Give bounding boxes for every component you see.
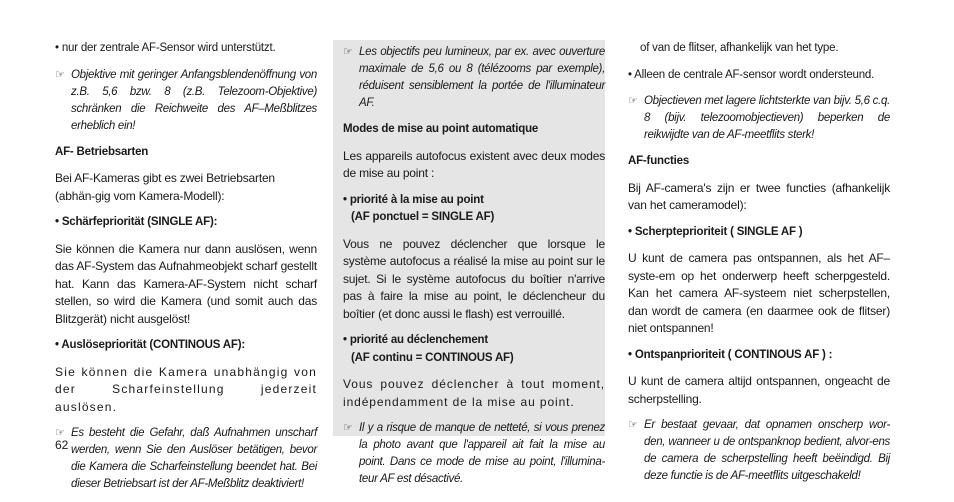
heading-continous-af: • Ontspanprioriteit ( CONTINOUS AF ) : [628, 348, 833, 361]
text-continous-af: U kunt de camera altijd ontspannen, ongeacht de scherpstelling. [628, 374, 890, 406]
text-single-af: U kunt de camera pas ontspannen, als het AF–syste-em op het onderwerp heeft scherpgesteld. Kan het camera AF-systeem niet scherpstellen, dan wordt de camera (en daarmee ook de flitser) niet ontspannen! [628, 251, 890, 335]
bullet-af-sensor: • nur der zentrale AF-Sensor wird unterstützt. [55, 42, 276, 54]
heading-continous-af: • Auslösepriorität (CONTINOUS AF): [55, 339, 245, 351]
pointing-hand-icon: ☞ [628, 419, 638, 431]
pointing-hand-icon: ☞ [55, 427, 65, 439]
note-risk [55, 425, 317, 493]
heading-continous-af: • priorité au déclenchement [343, 334, 488, 346]
intro-text: Les appareils autofocus existent avec deux modes de mise au point : [343, 148, 605, 180]
note-objectives-text: Les objectifs peu lumineux, par ex. avec ouverture maximale de 5,6 ou 8 (télézooms par exemple), réduisent sensiblement la portée de l'illuminateur AF. [359, 46, 605, 109]
pointing-hand-icon: ☞ [343, 422, 353, 434]
column-dutch [628, 40, 890, 494]
note-risk-text: Il y a risque de manque de netteté, si vous prenez la photo avant que l'appareil ait fait la mise au point. Dans ce mode de mise au point, l'illumina-teur AF est désactivé. [359, 422, 605, 485]
intro-text: Bei AF-Kameras gibt es zwei Betriebsarten (abhän-gig vom Kamera-Modell): [55, 171, 275, 203]
heading-continous-af-sub: (AF continu = CONTINOUS AF) [351, 351, 514, 364]
heading-af-modes: AF- Betriebsarten [55, 145, 149, 158]
page-number: 62 [55, 438, 69, 452]
continued-text: of van de flitser, afhankelijk van het type. [640, 42, 839, 54]
column-german [55, 40, 317, 502]
heading-single-af: • Schärfepriorität (SINGLE AF): [55, 216, 218, 228]
text-single-af: Vous ne pouvez déclencher que lorsque le système autofocus a réalisé la mise au point sur le sujet. Si le système autofocus du boîtier n'arrive pas à faire la mise au point, le déclencheur du boîtier (et donc aussi le flash) est verrouillé. [343, 236, 605, 321]
column-french [333, 40, 605, 485]
note-risk-text: Es besteht die Gefahr, daß Aufnahmen unscharf werden, wenn Sie den Auslöser betätigen, bevor die Kamera die Scharfeinstellung beendet hat. Bei dieser Betriebsart ist der AF-Meßblitz deaktiviert! [71, 427, 317, 490]
heading-single-af-sub: (AF ponctuel = SINGLE AF) [351, 211, 495, 223]
note-risk-text: Er bestaat gevaar, dat opnamen onscherp wor-den, wanneer u de ontspanknop bedient, alvor-ens de camera de scherpstelling heeft beëindigd. Bij deze functie is de AF-meetflits uitgeschakeld! [644, 419, 890, 482]
heading-af-modes: AF-functies [628, 155, 690, 167]
text-continous-af: Vous pouvez déclencher à tout moment, indépendamment de la mise au point. [343, 377, 605, 409]
pointing-hand-icon: ☞ [55, 68, 65, 81]
heading-single-af: • priorité à la mise au point [343, 193, 484, 206]
heading-single-af: • Scherpteprioriteit ( SINGLE AF ) [628, 225, 803, 238]
pointing-hand-icon: ☞ [628, 95, 638, 107]
bullet-af-sensor: • Alleen de centrale AF-sensor wordt ondersteund. [628, 68, 875, 81]
heading-af-modes: Modes de mise au point automatique [343, 123, 539, 135]
note-objectives-text: Objectieven met lagere lichtsterkte van bijv. 5,6 c.q. 8 (bijv. telezoomobjectieven) beperken de reikwijdte van de AF-meetflits sterk! [644, 95, 890, 141]
note-risk [628, 417, 890, 485]
note-objectives [55, 67, 317, 135]
note-objectives [628, 93, 890, 144]
note-risk [343, 420, 605, 488]
text-continous-af: Sie können die Kamera unabhängig von der Scharfeinstellung jederzeit auslösen. [55, 364, 317, 414]
text-single-af: Sie können die Kamera nur dann auslösen, wenn das AF-System das Aufnahmeobjekt scharf gestellt hat. Kann das Kamera-AF-System nicht scharf stellen, so wird die Kamera (und somit auch das Blitzgerät) nicht ausgelöst! [55, 241, 317, 326]
note-objectives [343, 44, 605, 112]
note-objectives-text: Objektive mit geringer Anfangsblendenöffnung von z.B. 5,6 bzw. 8 (z.B. Telezoom-Objektive) schränken die Reichweite des AF–Meßblitzes erheblich ein! [71, 68, 317, 132]
intro-text: Bij AF-camera's zijn er twee functies (afhankelijk van het cameramodel): [628, 180, 890, 212]
pointing-hand-icon: ☞ [343, 46, 353, 58]
